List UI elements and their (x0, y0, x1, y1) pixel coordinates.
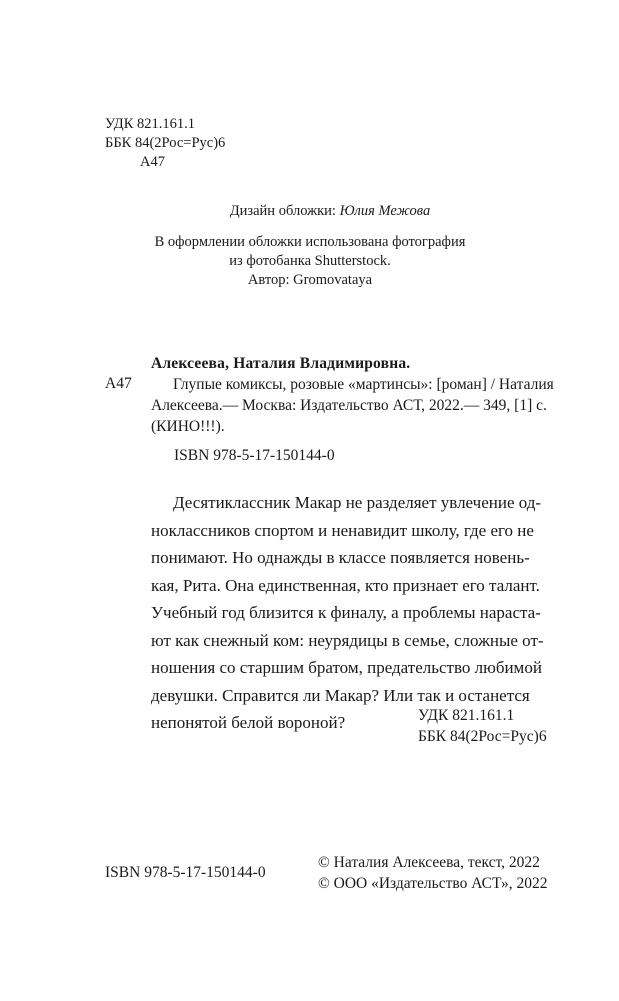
annotation-line: непонятой белой вороной? (151, 713, 346, 732)
cover-designer-name: Юлия Межова (339, 203, 431, 219)
bib-isbn: ISBN 978-5-17-150144-0 (174, 447, 335, 464)
top-bbk: ББК 84(2Рос=Рус)6 (105, 135, 226, 151)
annotation-line: ношения со старшим братом, предательство любимой (151, 658, 542, 677)
footer-isbn: ISBN 978-5-17-150144-0 (105, 864, 266, 881)
bottom-udk: УДК 821.161.1 (418, 707, 515, 724)
bottom-bbk: ББК 84(2Рос=Рус)6 (418, 728, 547, 745)
annotation-line: ют как снежный ком: неурядицы в семье, сложные от- (151, 630, 544, 650)
photo-credit-line: Автор: Gromovataya (247, 272, 373, 288)
annotation-line: Десятиклассник Макар не разделяет увлечение од- (173, 493, 542, 512)
photo-credit (150, 233, 470, 290)
annotation-line: Учебный год близится к финалу, а проблемы нараста- (151, 603, 541, 622)
annotation-line: кая, Рита. Она единственная, кто признает его талант. (151, 575, 540, 595)
bib-author: Алексеева, Наталия Владимировна. (151, 355, 411, 372)
bib-line: Глупые комиксы, розовые «мартинсы»: [роман] / Наталия (173, 376, 554, 393)
annotation-line: ноклассников спортом и ненавидит школу, где его не (151, 520, 534, 540)
bib-line: Алексеева.— Москва: Издательство АСТ, 2022.— 349, [1] с. (151, 397, 547, 414)
top-udk: УДК 821.161.1 (105, 116, 195, 132)
cover-design-label: Дизайн обложки: (229, 203, 336, 219)
annotation (151, 489, 551, 737)
top-author-mark: А47 (140, 154, 165, 170)
cover-design-credit (150, 202, 510, 221)
photo-credit-line: В оформлении обложки использована фотография (154, 234, 466, 250)
bib-author-mark: А47 (105, 375, 132, 392)
copyright-author: © Наталия Алексеева, текст, 2022 (318, 854, 540, 871)
bibliographic-record (151, 353, 554, 437)
photo-credit-line: из фотобанка Shutterstock. (229, 253, 391, 269)
bib-line: (КИНО!!!). (151, 418, 225, 435)
copyright-publisher: © ООО «Издательство АСТ», 2022 (318, 875, 548, 892)
annotation-line: девушки. Справится ли Макар? Или так и останется (151, 685, 530, 705)
annotation-line: понимают. Но однажды в классе появляется новень- (151, 548, 530, 567)
